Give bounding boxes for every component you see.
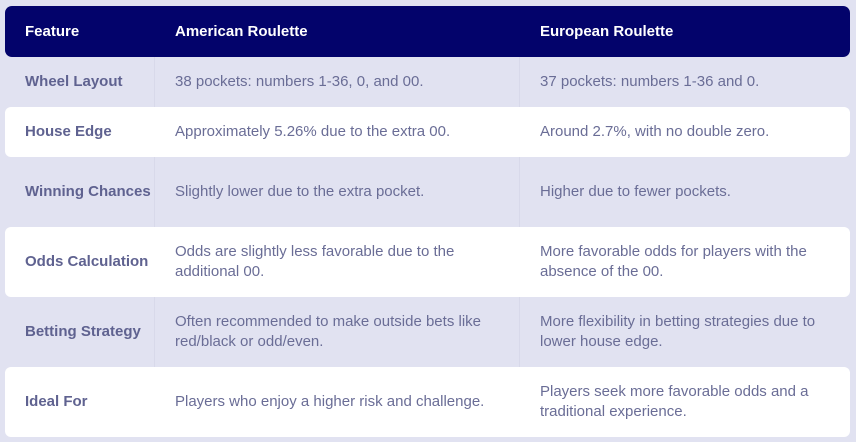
- european-cell: Players seek more favorable odds and a traditional experience.: [540, 383, 809, 420]
- table-row: [5, 157, 850, 227]
- european-cell: 37 pockets: numbers 1-36 and 0.: [540, 73, 760, 90]
- feature-cell: Ideal For: [25, 393, 88, 410]
- table-row: [5, 227, 850, 297]
- table-row: [5, 107, 850, 157]
- american-cell: Approximately 5.26% due to the extra 00.: [175, 123, 451, 140]
- table-row: [5, 367, 850, 437]
- american-cell: Odds are slightly less favorable due to the additional 00.: [175, 243, 455, 280]
- table-row: [5, 297, 850, 367]
- european-cell: Higher due to fewer pockets.: [540, 183, 731, 200]
- american-cell: 38 pockets: numbers 1-36, 0, and 00.: [155, 57, 520, 107]
- feature-cell: House Edge: [25, 123, 112, 140]
- feature-cell: Winning Chances: [5, 157, 155, 227]
- american-cell: Often recommended to make outside bets like red/black or odd/even.: [155, 297, 520, 367]
- feature-cell: Wheel Layout: [5, 57, 155, 107]
- table-header: [5, 6, 850, 57]
- header-feature: Feature: [25, 22, 80, 40]
- header-european-roulette: European Roulette: [540, 22, 674, 40]
- european-cell: Around 2.7%, with no double zero.: [540, 123, 770, 140]
- feature-cell: Odds Calculation: [25, 253, 149, 270]
- european-cell: More favorable odds for players with the absence of the 00.: [540, 243, 807, 280]
- header-american-roulette: American Roulette: [175, 22, 308, 40]
- table-row: [5, 57, 850, 107]
- american-cell: Players who enjoy a higher risk and challenge.: [175, 393, 485, 410]
- feature-cell: Betting Strategy: [5, 297, 155, 367]
- american-cell: Slightly lower due to the extra pocket.: [155, 157, 520, 227]
- european-cell: More flexibility in betting strategies due to lower house edge.: [540, 313, 816, 350]
